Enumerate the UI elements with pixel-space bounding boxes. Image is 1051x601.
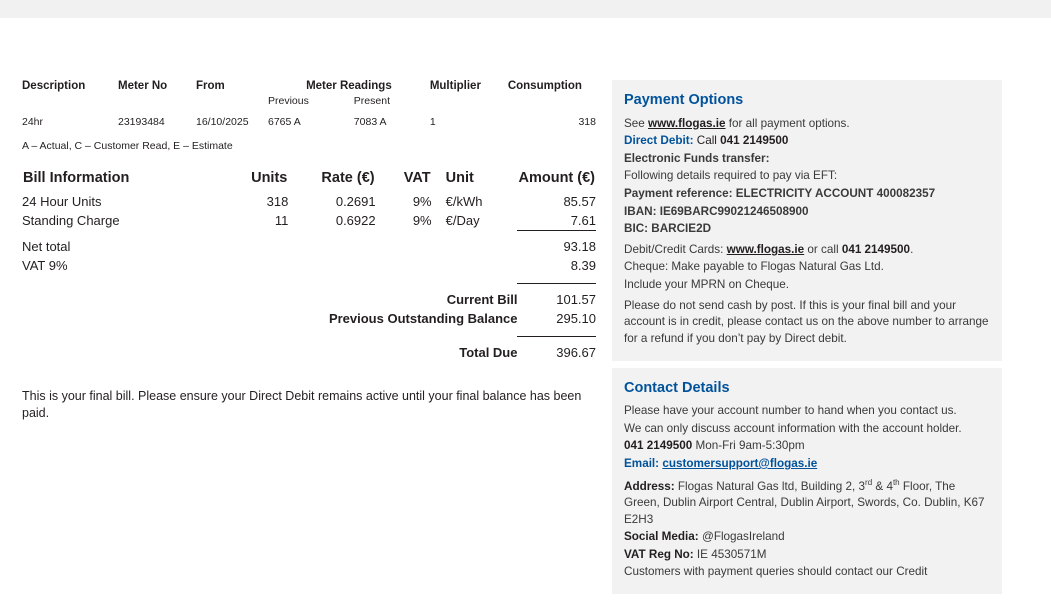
see-suffix-text: for all payment options. — [725, 116, 850, 130]
address-part-1: Flogas Natural Gas ltd, Building 2, 3 — [674, 479, 866, 493]
meter-readings-subheader-row — [22, 95, 596, 116]
line-vat: 9% — [412, 213, 432, 229]
col-from: From — [196, 80, 225, 92]
line-vat: 9% — [412, 194, 432, 209]
current-bill-row — [22, 290, 596, 309]
contact-email-line — [624, 456, 990, 473]
final-bill-note: This is your final bill. Please ensure your Direct Debit remains active until your final balance has been paid. — [22, 389, 582, 420]
social-handle: @FlogasIreland — [698, 530, 785, 544]
bill-line-row — [22, 192, 596, 211]
cell-present: 7083 A — [353, 116, 387, 128]
bill-information-header-row — [22, 169, 596, 192]
contact-line-2: We can only discuss account information with the account holder. — [624, 421, 962, 435]
sub-blank-3 — [196, 95, 268, 116]
bic: BIC: BARCIE2D — [624, 222, 712, 236]
net-total-row — [22, 237, 596, 256]
social-media-line — [624, 529, 990, 546]
see-prefix-text: See — [624, 116, 649, 130]
payment-options-panel — [612, 80, 1002, 361]
cards-website-link[interactable]: www.flogas.ie — [726, 242, 805, 256]
total-due-row — [22, 343, 596, 362]
bill-right-column — [612, 80, 1002, 601]
cards-middle: or call — [804, 242, 842, 256]
mprn-line: Include your MPRN on Cheque. — [624, 278, 790, 292]
contact-phone-line — [624, 438, 990, 455]
line-amount: 7.61 — [570, 213, 596, 228]
credit-queries-cutoff: Customers with payment queries should contact our Credit — [624, 565, 928, 579]
col-vat: VAT — [403, 170, 431, 186]
bill-line-row — [22, 211, 596, 231]
sub-previous: Previous — [268, 95, 309, 107]
col-meter-readings: Meter Readings — [306, 80, 392, 92]
direct-debit-label: Direct Debit: — [624, 134, 694, 148]
payment-options-title: Payment Options — [624, 92, 744, 108]
debit-credit-cards-line — [624, 242, 990, 259]
line-description: 24 Hour Units — [22, 194, 102, 209]
net-total-label: Net total — [22, 239, 71, 254]
previous-balance-label: Previous Outstanding Balance — [328, 311, 518, 326]
line-units: 11 — [274, 213, 289, 229]
col-amount: Amount (€) — [518, 170, 595, 186]
spacer-row-2 — [22, 328, 596, 337]
col-description: Description — [22, 80, 86, 92]
line-description: Standing Charge — [22, 213, 120, 229]
line-rate: 0.2691 — [335, 194, 376, 209]
sub-blank-2 — [118, 95, 196, 116]
col-consumption: Consumption — [507, 80, 582, 92]
col-unit: Unit — [445, 170, 474, 186]
line-unit: €/kWh — [445, 194, 483, 209]
sub-blank-4 — [430, 95, 508, 116]
contact-details-title: Contact Details — [624, 379, 730, 396]
cards-prefix: Debit/Credit Cards: — [624, 242, 727, 256]
current-bill-label: Current Bill — [446, 292, 518, 307]
payment-reference: Payment reference: ELECTRICITY ACCOUNT 400082357 — [624, 187, 936, 201]
contact-hours: Mon-Fri 9am-5:30pm — [692, 439, 805, 453]
cell-consumption: 318 — [578, 116, 596, 128]
cell-multiplier: 1 — [429, 116, 436, 128]
meter-readings-table — [22, 80, 596, 132]
previous-balance-amount: 295.10 — [556, 311, 596, 326]
col-bill-information: Bill Information — [23, 170, 130, 186]
browser-chrome-bar — [0, 0, 1051, 19]
direct-debit-line — [624, 133, 990, 150]
iban: IBAN: IE69BARC99021246508900 — [624, 204, 809, 218]
line-amount: 85.57 — [563, 194, 596, 209]
net-total-amount: 93.18 — [563, 239, 596, 254]
vat-reg-line — [624, 547, 990, 564]
col-units: Units — [251, 170, 288, 186]
bill-left-column — [22, 80, 596, 422]
vat-reg-number: IE 4530571M — [693, 547, 767, 561]
spacer-cell — [22, 275, 596, 284]
line-units: 318 — [266, 194, 289, 209]
bill-information-table — [22, 169, 596, 362]
vat-label: VAT 9% — [22, 258, 68, 273]
contact-line-1: Please have your account number to hand when you contact us. — [624, 404, 957, 418]
support-email-link[interactable]: customersupport@flogas.ie — [662, 456, 818, 470]
vat-reg-label: VAT Reg No: — [624, 547, 694, 561]
flogas-website-link[interactable]: www.flogas.ie — [648, 116, 726, 130]
sub-blank-1 — [22, 95, 118, 116]
vat-spacer — [212, 256, 518, 275]
line-unit: €/Day — [445, 213, 480, 229]
address-label: Address: — [624, 479, 675, 493]
eft-intro: Following details required to pay via EFT: — [624, 169, 838, 183]
address-sup-rd: rd — [865, 477, 873, 487]
direct-debit-text: Call — [693, 134, 721, 148]
cell-description: 24hr — [22, 116, 44, 128]
total-due-label: Total Due — [459, 345, 518, 360]
cards-suffix: . — [910, 242, 914, 256]
previous-balance-row — [22, 309, 596, 328]
spacer-row — [22, 275, 596, 284]
meter-readings-header-row — [22, 80, 596, 95]
cell-previous: 6765 A — [268, 116, 301, 128]
contact-details-panel — [612, 368, 1002, 595]
vat-amount: 8.39 — [570, 258, 596, 273]
col-rate: Rate (€) — [321, 170, 375, 186]
eft-label: Electronic Funds transfer: — [624, 151, 770, 165]
bill-document-page — [0, 18, 1051, 579]
col-meter-no: Meter No — [118, 80, 168, 92]
cell-from: 16/10/2025 — [196, 116, 249, 128]
social-label: Social Media: — [624, 530, 699, 544]
current-bill-amount: 101.57 — [556, 292, 596, 307]
address-sup-th: th — [892, 477, 900, 487]
meter-readings-row — [22, 116, 596, 132]
cheque-line: Cheque: Make payable to Flogas Natural Gas Ltd. — [624, 260, 884, 274]
vat-row — [22, 256, 596, 275]
email-label: Email: — [624, 456, 660, 470]
total-due-amount: 396.67 — [556, 345, 596, 360]
sub-present: Present — [353, 95, 390, 107]
contact-address-line — [624, 477, 990, 529]
sub-blank-5 — [508, 95, 596, 116]
contact-phone: 041 2149500 — [624, 439, 693, 453]
address-part-mid: & 4 — [872, 479, 893, 493]
cards-phone: 041 2149500 — [841, 242, 911, 256]
line-rate: 0.6922 — [335, 213, 376, 229]
net-total-spacer — [212, 237, 518, 256]
cell-meter-no: 23193484 — [118, 116, 165, 128]
spacer-cell-2 — [22, 328, 596, 337]
no-cash-note: Please do not send cash by post. If this is your final bill and your account is in credit, please contact us on the above number to arrange for a refund if you don’t pay by Direct debit. — [624, 298, 989, 345]
col-multiplier: Multiplier — [429, 80, 481, 92]
payment-options-website-line — [624, 116, 990, 133]
address-part-2: Floor, The Green, Dublin Airport Central, Dublin Airport, Swords, Co. Dublin, K67 E2H3 — [624, 479, 985, 526]
reading-type-legend: A – Actual, C – Customer Read, E – Estimate — [22, 140, 233, 152]
direct-debit-phone: 041 2149500 — [720, 134, 789, 148]
